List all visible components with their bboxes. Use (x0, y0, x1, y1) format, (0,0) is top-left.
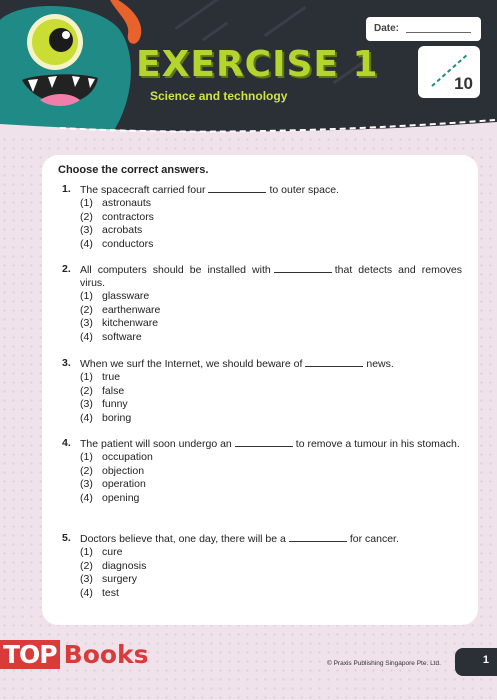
answer-option[interactable] (80, 492, 462, 506)
stem-before: Doctors believe that, one day, there will be a (80, 533, 286, 545)
option-number: (3) (80, 398, 93, 410)
option-text: objection (102, 464, 145, 477)
score-box (418, 46, 480, 98)
decor-stripe (202, 22, 228, 42)
question-stem (80, 183, 462, 197)
option-number: (4) (80, 411, 93, 424)
option-text: glassware (102, 290, 150, 302)
option-number: (2) (80, 210, 93, 223)
answer-blank[interactable] (305, 357, 363, 367)
answer-blank[interactable] (208, 183, 266, 193)
option-number: (2) (80, 303, 93, 316)
stem-after: news. (366, 358, 394, 370)
option-number: (2) (80, 464, 93, 477)
option-text: funny (102, 398, 128, 410)
option-text: astronauts (102, 197, 152, 209)
copyright-text: © Praxis Publishing Singapore Pte. Ltd. (327, 660, 441, 667)
question-number: 3. (62, 357, 71, 369)
option-number: (1) (80, 290, 93, 302)
option-text: occupation (102, 451, 153, 463)
instruction-text: Choose the correct answers. (58, 164, 209, 176)
option-text: test (102, 586, 119, 599)
stem-after: that detects and removes virus. (80, 264, 462, 289)
decor-stripe (264, 6, 307, 37)
page-number-tab (455, 648, 497, 676)
answer-option[interactable] (80, 304, 462, 318)
option-text: operation (102, 478, 146, 490)
topbooks-logo (0, 640, 149, 669)
exercise-subtitle: Science and technology (150, 89, 288, 103)
stem-before: The patient will soon undergo an (80, 438, 232, 450)
answer-option[interactable] (80, 465, 462, 479)
question-stem (80, 263, 462, 290)
answer-option[interactable] (80, 587, 462, 601)
option-number: (1) (80, 451, 93, 463)
answer-option[interactable] (80, 573, 462, 587)
option-text: software (102, 330, 142, 343)
date-line (406, 32, 471, 33)
option-text: opening (102, 491, 140, 504)
answer-option[interactable] (80, 211, 462, 225)
answer-option[interactable] (80, 560, 462, 574)
question-item (62, 437, 462, 505)
option-text: conductors (102, 237, 154, 250)
stem-after: for cancer. (349, 533, 399, 545)
option-text: diagnosis (102, 559, 147, 572)
exercise-header (0, 0, 497, 136)
option-text: contractors (102, 210, 154, 223)
option-number: (3) (80, 224, 93, 236)
option-number: (1) (80, 546, 93, 558)
logo-top: TOP (0, 640, 60, 669)
logo-books: Books (63, 640, 149, 669)
option-number: (1) (80, 371, 93, 383)
option-text: boring (102, 411, 132, 424)
option-number: (2) (80, 384, 93, 397)
answer-option[interactable] (80, 331, 462, 345)
answer-option[interactable] (80, 197, 462, 211)
answer-option[interactable] (80, 224, 462, 238)
decor-stripe (175, 0, 226, 30)
answer-option[interactable] (80, 412, 462, 426)
question-number: 1. (62, 183, 71, 195)
monster-mascot-icon (0, 0, 150, 136)
option-text: acrobats (102, 224, 143, 236)
question-stem (80, 532, 462, 546)
option-number: (4) (80, 237, 93, 250)
option-number: (3) (80, 573, 93, 585)
answer-option[interactable] (80, 478, 462, 492)
stem-before: When we surf the Internet, we should beware of (80, 358, 303, 370)
option-number: (4) (80, 586, 93, 599)
option-text: true (102, 371, 121, 383)
answer-blank[interactable] (235, 437, 293, 447)
question-stem (80, 437, 462, 451)
answer-blank[interactable] (289, 532, 347, 542)
question-number: 2. (62, 263, 71, 275)
date-field[interactable] (366, 17, 481, 41)
stem-before: All computers should be installed with (80, 264, 271, 276)
option-text: surgery (102, 573, 138, 585)
question-number: 4. (62, 437, 71, 449)
option-text: earthenware (102, 303, 161, 316)
answer-option[interactable] (80, 546, 462, 560)
answer-option[interactable] (80, 451, 462, 465)
option-number: (4) (80, 330, 93, 343)
question-number: 5. (62, 532, 71, 544)
exercise-title: EXERCISE 1 (136, 44, 379, 85)
option-text: cure (102, 546, 123, 558)
answer-option[interactable] (80, 290, 462, 304)
question-item (62, 532, 462, 600)
answer-option[interactable] (80, 385, 462, 399)
option-number: (3) (80, 317, 93, 329)
stem-after: to remove a tumour in his stomach. (295, 438, 460, 450)
header-dashed-edge (0, 118, 497, 136)
option-number: (3) (80, 478, 93, 490)
answer-blank[interactable] (274, 263, 332, 273)
option-number: (4) (80, 491, 93, 504)
answer-option[interactable] (80, 317, 462, 331)
question-stem (80, 357, 462, 371)
stem-after: to outer space. (269, 184, 339, 196)
question-item (62, 357, 462, 425)
date-label: Date: (374, 23, 400, 34)
page-number: 1 (482, 654, 489, 666)
question-item (62, 263, 462, 344)
option-text: kitchenware (102, 317, 159, 329)
score-total: 10 (454, 74, 473, 93)
question-item (62, 183, 462, 251)
option-text: false (102, 384, 125, 397)
answer-option[interactable] (80, 398, 462, 412)
option-number: (2) (80, 559, 93, 572)
stem-before: The spacecraft carried four (80, 184, 206, 196)
option-number: (1) (80, 197, 93, 209)
answer-option[interactable] (80, 238, 462, 252)
answer-option[interactable] (80, 371, 462, 385)
